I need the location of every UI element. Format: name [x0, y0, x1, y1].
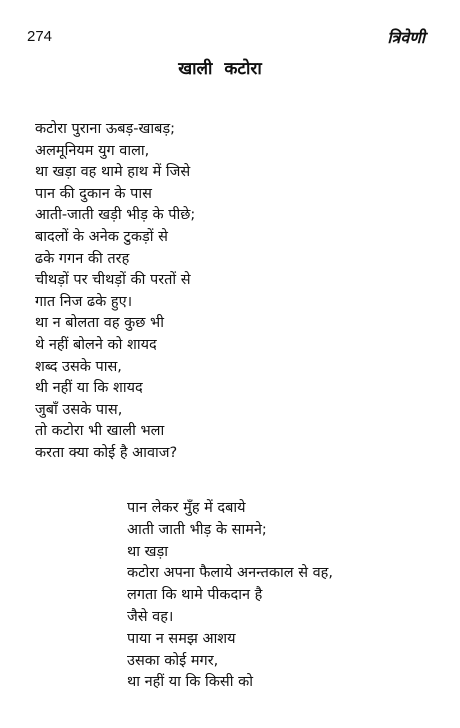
poem-line: चीथड़ों पर चीथड़ों की परतों से [35, 272, 191, 289]
poem-line: था नहीं या कि किसी को [127, 674, 253, 691]
poem-line: पान की दुकान के पास [35, 185, 152, 202]
poem-line: बादलों के अनेक टुकड़ों से [35, 228, 168, 245]
poem-line: आती-जाती खड़ी भीड़ के पीछे; [35, 207, 196, 224]
poem-line: थे नहीं बोलने को शायद [35, 336, 157, 353]
poem-line: था खड़ा वह थामे हाथ में जिसे [35, 164, 191, 181]
poem-line: पाया न समझ आशय [127, 630, 236, 647]
poem-line: जैसे वह। [127, 608, 174, 625]
poem-line: तो कटोरा भी खाली भला [35, 423, 165, 440]
poem-line: जुबाँ उसके पास, [35, 401, 123, 418]
poem-line: ढके गगन की तरह [35, 250, 130, 267]
poem-line: पान लेकर मुँह में दबाये [127, 500, 246, 516]
poem-line: करता क्या कोई है आवाज? [35, 444, 178, 461]
poem-line: थी नहीं या कि शायद [35, 380, 143, 397]
running-head: त्रिवेणी [387, 28, 425, 47]
page-number: 274 [27, 28, 53, 45]
poem-line: कटोरा पुराना ऊबड़-खाबड़; [35, 121, 176, 137]
poem-line: उसका कोई मगर, [127, 652, 219, 669]
poem-stanza-1 [35, 119, 195, 465]
poem-line: आती जाती भीड़ के सामने; [127, 521, 267, 538]
poem-line: अलमूनियम युग वाला, [35, 142, 150, 159]
poem-title: खाली कटोरा [178, 59, 262, 79]
poem-stanza-2 [127, 498, 333, 694]
poem-line: था न बोलता वह कुछ भी [35, 315, 165, 332]
poem-line: शब्द उसके पास, [35, 358, 122, 375]
poem-line: गात निज ढके हुए। [35, 293, 133, 310]
poem-line: लगता कि थामे पीकदान है [127, 587, 263, 604]
poem-line: था खड़ा [127, 543, 169, 560]
poem-line: कटोरा अपना फैलाये अनन्तकाल से वह, [127, 565, 333, 582]
